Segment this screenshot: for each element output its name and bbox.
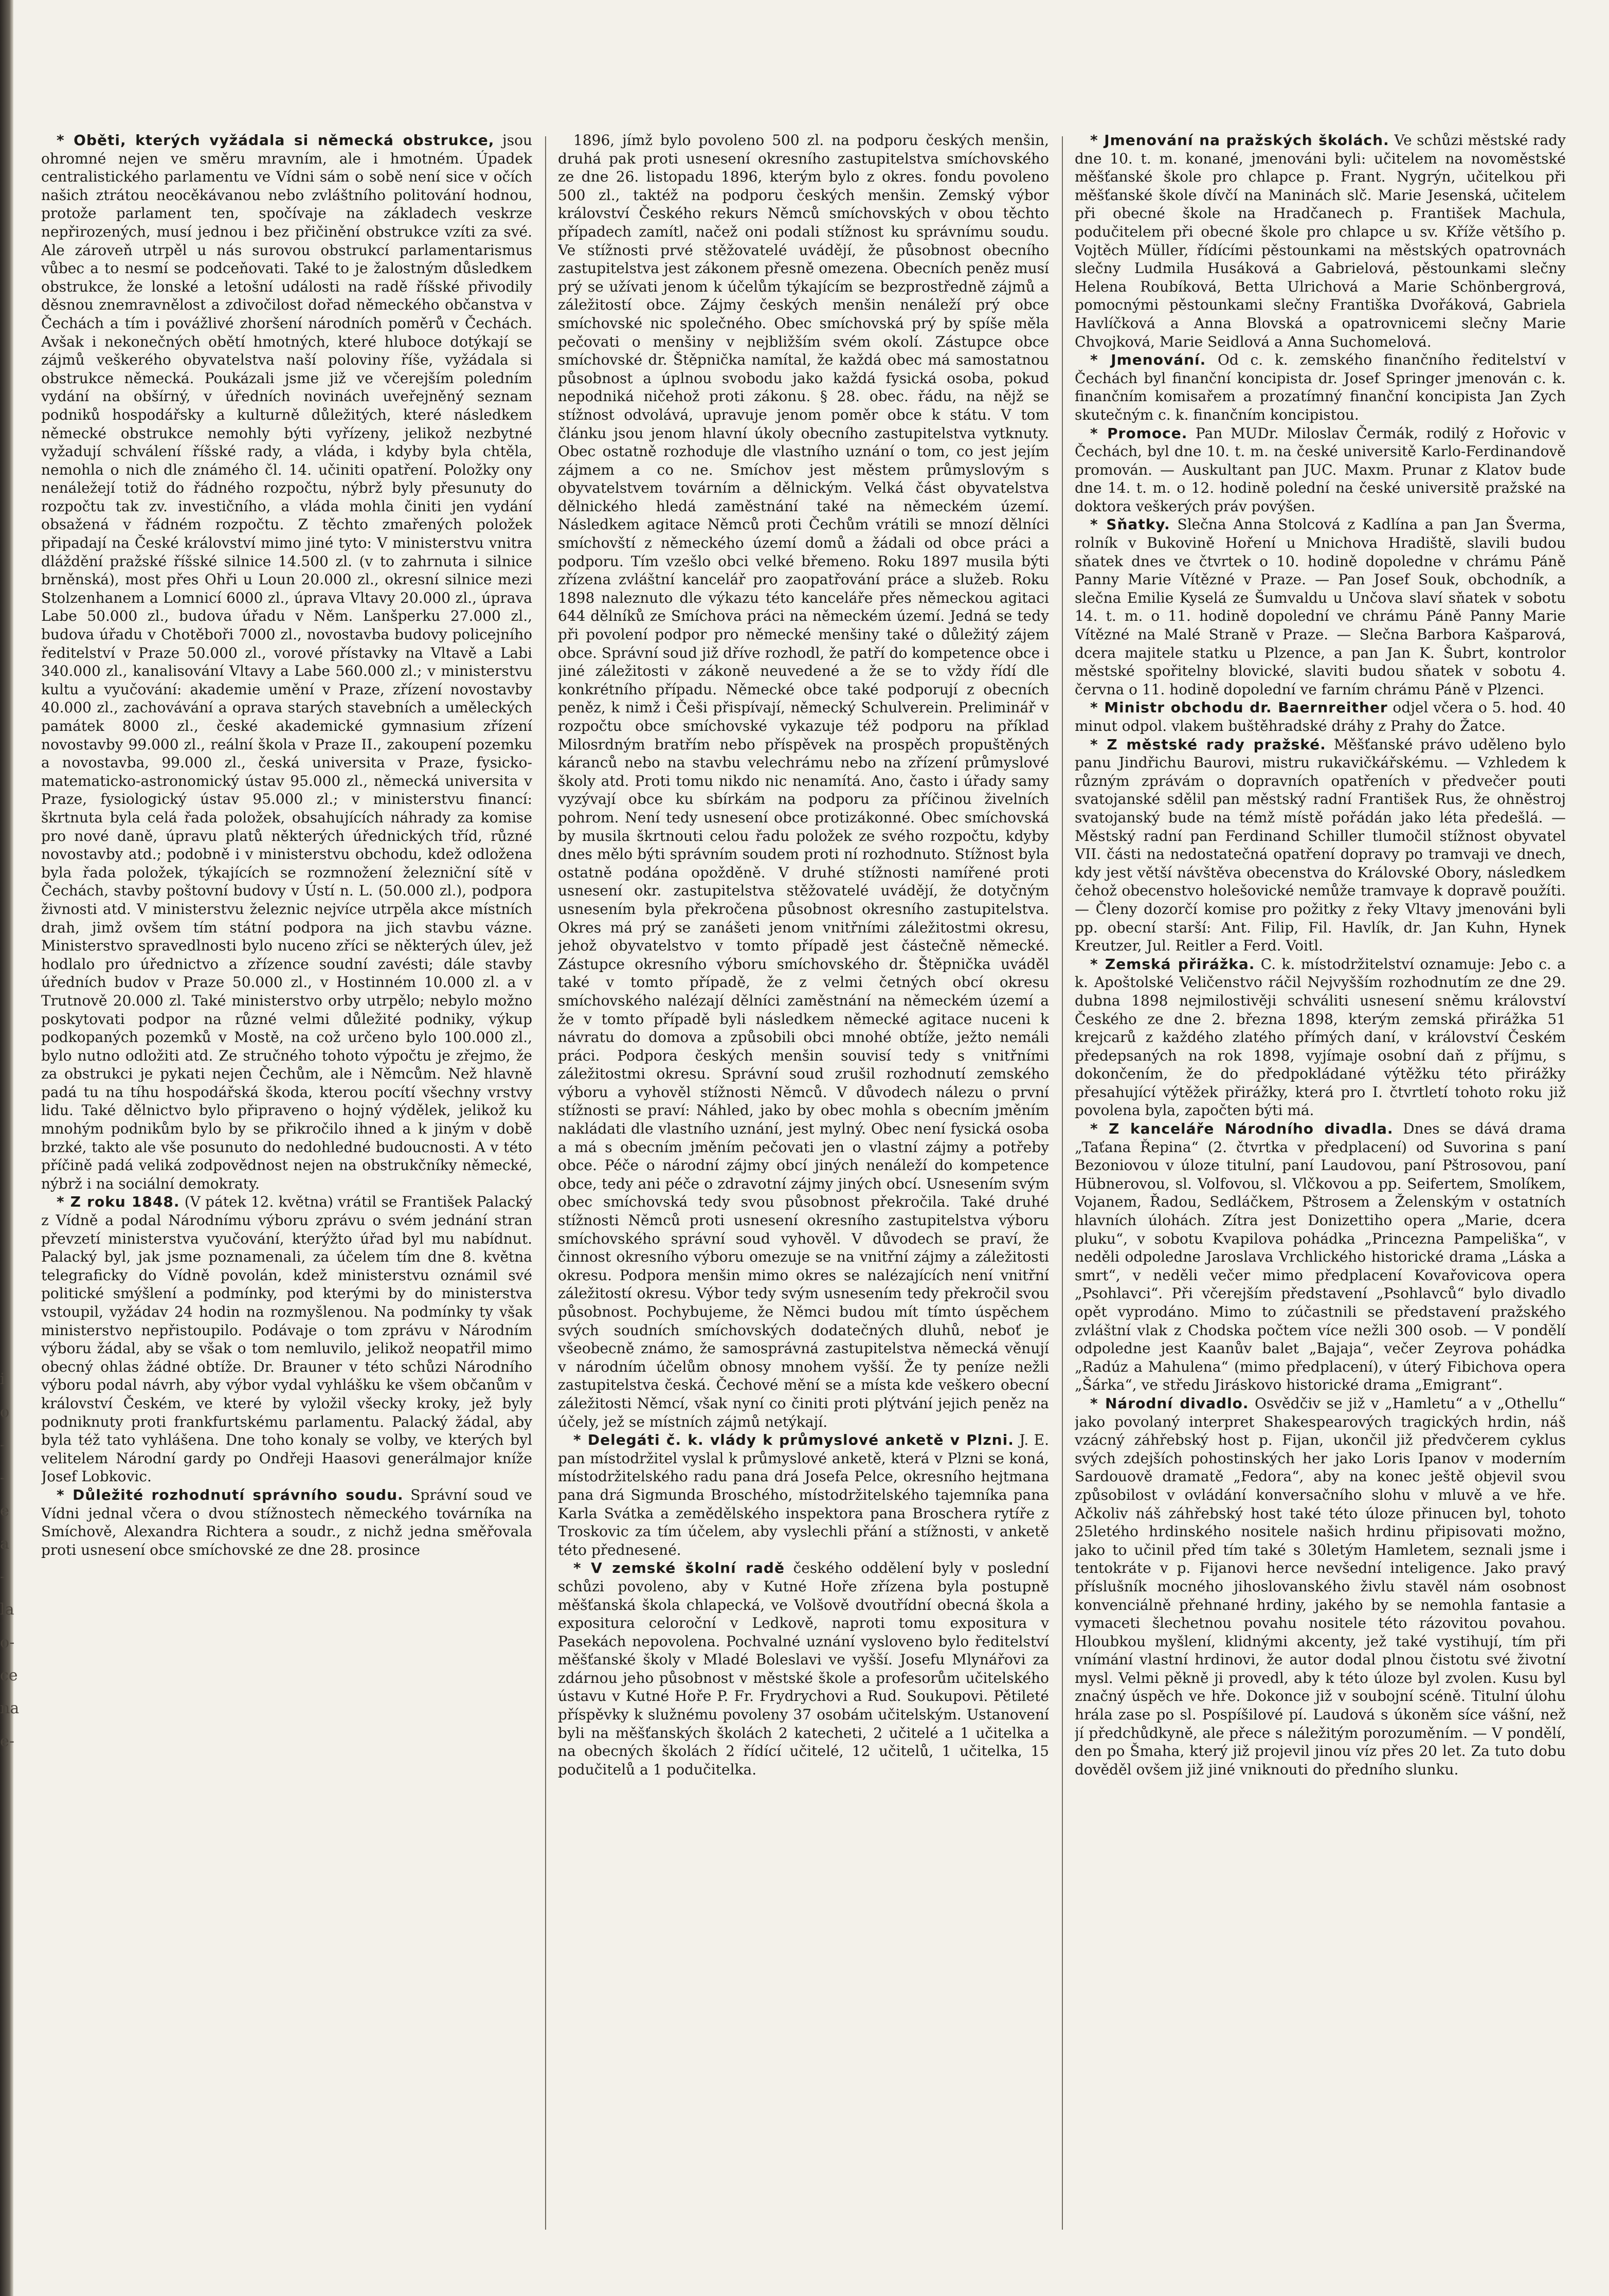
article-heading: * Z roku 1848. [57,1193,180,1211]
article-paragraph [1075,736,1566,955]
margin-fragment: o [0,1403,10,1421]
article-paragraph [41,131,532,1193]
margin-fragment: e [0,1502,9,1520]
column-2 [558,131,1049,2240]
article-body: C. k. místodržitelství oznamuje: Jebo c. a k. Apoštolské Veličenstvo ráčil Nejvyšším rozhodnutím ze dne 29. dubna 1898 nejmilostivěji schváliti usnesení sněmu království Českého ze dne 2. března 1898, kterým zemská přirážka 51 krejcarů z každého zlatého přímých daní, v království Českém předepsaných na rok 1898, vyjímaje osobní daň z příjmu, s dokončením, že do předpokládané výtěžku této přirážky přesahující výtěžek přirážky, která pro I. čtvrtletí tohoto roku již povolena byla, započten býti má. [1075,955,1566,1119]
article-body: Od c. k. zemského finančního ředitelství v Čechách byl finanční koncipista dr. Josef Springer jmenován c. k. finančním komisařem a prozatímný finanční koncipista Jan Zych skutečným c. k. finančním koncipistou. [1075,351,1566,423]
article-heading: * Delegáti č. k. vlády k průmyslové anketě v Plzni. [573,1431,1014,1449]
article-heading: * Jmenování na pražských školách. [1090,132,1389,149]
article-body: J. E. pan místodržitel vyslal k průmyslové anketě, která v Plzni se koná, místodržitelského radu pana drá Josefa Pelce, okresního hejtmana pana drá Sigmunda Broschého, místodržitelského tajemníka pana Karla Svátka a zemědělského inspektora pana Broschera rytíře z Troskovic za tím účelem, aby vyslechli přání a stížnosti, v anketě této přednesené. [558,1431,1049,1558]
article-heading: * Důležité rozhodnutí správního soudu. [57,1486,404,1503]
article-heading: * Zemská přirážka. [1090,955,1255,973]
article-paragraph [1075,351,1566,424]
article-heading: * Z městské rady pražské. [1090,736,1326,753]
article-body: Správní soud ve Vídni jednal včera o dvou stížnostech německého továrníka na Smíchově, Alexandra Richtera a soudr., z nichž jedna směřovala proti usnesení obce smíchovské ze dne 28. prosince [41,1486,532,1558]
margin-fragment: - [0,1568,6,1586]
margin-fragment: a [0,1535,9,1553]
margin-fragment: la [0,1601,14,1619]
margin-fragment: na [0,1699,20,1717]
column-rule [1062,136,1063,2230]
article-heading: * Ministr obchodu dr. Baernreither [1090,699,1388,716]
margin-fragment: - [0,1469,6,1487]
article-body: Pan MUDr. Miloslav Čermák, rodilý z Hořovic v Čechách, byl dne 10. t. m. na české universitě Karlo-Ferdinandově promován. — Auskultant pan JUC. Maxm. Prunar z Klatov bude dne 14. t. m. o 12. hodině polední na české universitě pražské na doktora veškerých práv povýšen. [1075,424,1566,515]
article-body: jsou ohromné nejen ve směru mravním, ale i hmotném. Úpadek centralistického parlamentu ve Vídni sám o sobě není sice v očích našich ztrátou neocěkávanou nebo zvláštního politování hodnou, protože parlament ten, spočívaje na základech veskrze nepřirozených, musí jednou i bez přičinění obstrukce vzíti za své. Ale zároveň utrpěl u nás surovou obstrukcí parlamentarismus vůbec a to nesmí se podceňovati. Také to je žalostným důsledkem obstrukce, že lonské a letošní události na radě říšské přivodily děsnou znemravnělost a zdivočilost dořad německého občanstva v Čechách a tím i povážlivé zhoršení národních poměrů v Čechách. Avšak i nekonečných obětí hmotných, které hluboce dotýkají se zájmů veškerého obyvatelstva naší poloviny říše, vyžádala si obstrukce německá. Poukázali jsme již ve včerejším poledním vydání na obšírný, v úředních novinách uveřejněný seznam podniků hospodářsky a kulturně důležitých, které následkem německé obstrukce nemohly býti vyřízeny, jelikož nezbytné vyžadují schválení říšské rady, a vláda, i kdyby byla chtěla, nemohla o nich dle známého čl. 14. učiniti opatření. Položky ony nenáležejí totiž do řádného rozpočtu, nýbrž byly přesunuty do rozpočtu tak zv. investičního, a vláda mohla činiti jen vydání obsažená v řádném rozpočtu. Z těchto zmařených položek připadají na České království mimo jiné tyto: V ministerstvu vnitra dláždění pražské říšské silnice 14.500 zl. (v to zahrnuta i silnice brněnská), most přes Ohři u Loun 20.000 zl., okresní silnice mezi Stolzenhanem a Lomnicí 6000 zl., úprava Vltavy 20.000 zl., úprava Labe 50.000 zl., budova úřadu v Něm. Lanšperku 27.000 zl., budova úřadu v Chotěboři 7000 zl., novostavba budovy policejního ředitelství v Praze 50.000 zl., vorové přístavky na Vltavě a Labi 340.000 zl., kanalisování Vltavy a Labe 560.000 zl.; v ministerstvu kultu a vyučování: akademie umění v Praze, zřízení novostavby 40.000 zl., zachovávání a oprava starých stavebních a uměleckých památek 8000 zl., české akademické gymnasium zřízení novostavby 99.000 zl., reální škola v Praze II., zakoupení pozemku a novostavba, 99.000 zl., česká universita v Praze, fysicko-matematicko-astronomický ústav 95.000 zl., německá universita v Praze, fysiologický ústav 95.000 zl.; v ministerstvu financí: škrtnuta byla celá řada položek, obsahujících náhrady za komise pro nové daně, úpravu platů některých úřednických tříd, různé novostavby atd.; podobně i v ministerstvu obchodu, kdež odložena byla řada položek, týkajících se rozmnožení železniční sítě v Čechách, stavby poštovní budovy v Ústí n. L. (50.000 zl.), podpora živnosti atd. V ministerstvu železnic nejvíce utrpěla akce místních drah, jimž ovšem tím státní podpora na jich stavbu vázne. Ministerstvo spravedlnosti bylo nuceno zříci se některých úlev, jež hodlalo pro úřednictvo a zřízence soudní zavésti; dále stavby úředních budov v Praze 50.000 zl., v Hostinném 10.000 zl. a v Trutnově 20.000 zl. Také ministerstvo orby utrpělo; nebylo možno poskytovati podpor na různé velmi důležité podniky, výkup podkopaných pozemků v Mostě, na což určeno bylo 100.000 zl., bylo nutno odložiti atd. Ze stručného tohoto výpočtu je zřejmo, že za obstrukci je pykati nejen Čechům, ale i Němcům. Než hlavně padá tu na tíhu hospodářská škoda, kterou pocítí všechny vrstvy lidu. Také dělnictvo bylo připraveno o hojný výdělek, jelikož ku mnohým podnikům bylo by se přikročilo ihned a k jiným v době brzké, takto ale vše posunuto do nedohledné budoucnosti. A v této příčině padá veliká zodpovědnost nejen na obstrukčníky německé, nýbrž i na sociální demokraty. [41,132,532,1192]
column-1 [41,131,532,2240]
article-heading: * Národní divadlo. [1090,1394,1249,1412]
article-body: Měšťanské právo uděleno bylo panu Jindřichu Baurovi, mistru rukavičkářskému. — Vzhledem k různým zprávám o dopravních opatřeních v předvečer pouti svatojanské sdělil pan městský radní František Rus, že ohněstroj svatojanský bude na témž místě pořádán jako léta předešlá. — Městský radní pan Ferdinand Schiller tlumočil stížnost obyvatel VII. části na nedostatečná opatření dopravy po tramvaji ve dnech, kdy jest větší návštěva obecenstva do Královské Obory, následkem čehož obecenstvo holešovické nemůže tramvaye k dopravě použíti. — Členy dozorčí komise pro požitky z řeky Vltavy jmenováni byli pp. obecní starší: Ant. Filip, Fil. Havlík, dr. Jan Kuhn, Hynek Kreutzer, Jul. Reitler a Ferd. Voitl. [1075,736,1566,955]
article-body: Slečna Anna Stolcová z Kadlína a pan Jan Šverma, rolník v Bukovině Hoření u Mnichova Hradiště, slavili budou sňatek dnes ve čtvrtek o 10. hodině dopoledne v chrámu Páně Panny Marie Vítězné v Praze. — Pan Josef Souk, obchodník, a slečna Emilie Kyselá ze Šumvaldu u Unčova slaví sňatek v sobotu 14. t. m. o 11. hodině dopolední ve chrámu Páně Panny Marie Vítězné na Malé Straně v Praze. — Slečna Barbora Kašparová, dcera majitele statku u Plzence, a pan Jan K. Šubrt, kontrolor městské spořitelny blovické, slaviti budou sňatek v sobotu 4. června o 11. hodině dopolední ve farním chrámu Páně v Plzenci. [1075,516,1566,698]
article-heading: * Sňatky. [1090,516,1170,533]
article-paragraph [1075,955,1566,1120]
article-body: (V pátek 12. května) vrátil se František Palacký z Vídně a podal Národnímu výboru zprávu o svém jednání stran převzetí ministerstva vyučování, kterýžto úřad byl mu nabídnut. Palacký byl, jak jsme poznamenali, za účelem tím dne 8. května telegraficky do Vídně povolán, kdež ministerstvu oznámil své politické smýšlení a podmínky, pod kterými by do ministerstva vstoupil, vyžádav 24 hodin na rozmyšlenou. Na podmínky ty však ministerstvo nepřistoupilo. Podávaje o tom zprávu v Národním výboru žádal, aby se však o tom nemluvilo, jelikož neopatřil mimo obecný ohlas žádné obtíže. Dr. Brauner v této schůzi Národního výboru podal návrh, aby výbor vydal vyhlášku ke všem občanům v království Českém, ve které by vyložil všecky kroky, jež byly podniknuty proti frankfurtskému parlamentu. Palacký žádal, aby byla též tato vyhlášena. Dne toho konaly se volby, ve kterých byl velitelem Národní gardy po Ondřeji Haasovi generálmajor kníže Josef Lobkovic. [41,1193,532,1485]
article-body: Dnes se dává drama „Taťana Řepina“ (2. čtvrtka v předplacení) od Suvorina s paní Bezoniovou v úloze titulní, paní Laudovou, paní Pštrosovou, paní Hübnerovou, sl. Volfovou, sl. Vlčkovou a pp. Seifertem, Smolíkem, Vojanem, Řadou, Sedláčkem, Pštrosem a Želenským v ostatních hlavních úlohách. Zítra jest Donizettiho opera „Marie, dcera pluku“, v sobotu Kvapilova pohádka „Princezna Pampeliška“, v neděli odpoledne Jaroslava Vrchlického historické drama „Láska a smrt“, v neděli večer mimo předplacení Kovařovicova opera „Psohlavci“. Při včerejším představení „Psohlavců“ bylo divadlo opět vyprodáno. Mimo to zúčastnili se představení pražského zvláštní vlak z Chodska počtem více nežli 300 osob. — V pondělí odpoledne jest Kaanův balet „Bajaja“, večer Zeyrova pohádka „Radúz a Mahulena“ (mimo předplacení), v úterý Fibichova opera „Šárka“, ve středu Jiráskovo historické drama „Emigrant“. [1075,1120,1566,1394]
article-heading: * V zemské školní radě [573,1559,785,1577]
article-paragraph [1075,424,1566,516]
article-paragraph [1075,1120,1566,1394]
article-paragraph [558,1431,1049,1559]
article-body: 1896, jímž bylo povoleno 500 zl. na podporu českých menšin, druhá pak proti usnesení okresního zastupitelstva smíchovského ze dne 26. listopadu 1896, kterým bylo z okres. fondu povoleno 500 zl., taktéž na podporu českých menšin. Zemský výbor království Českého rekurs Němců smíchovských v obou těchto případech zamítl, načež oni podali stížnost ku správnímu soudu. Ve stížnosti prvé stěžovatelé uvádějí, že působnost obecního zastupitelstva jest zákonem přesně omezena. Obecních peněz musí prý se užívati jenom k účelům týkajícím se bezprostředně zájmů a záležitostí obce. Zájmy českých menšin nenáleží prý obce smíchovské nic společného. Obec smíchovská prý by spíše měla pečovati o menšiny v nejbližším svém okolí. Zástupce obce smíchovské dr. Štěpnička namítal, že každá obec má samostatnou působnost a úplnou svobodu jako každá fysická osoba, pokud nepodniká ničehož proti zákonu. § 28. obec. řádu, na nějž se stížnost odvolává, upravuje jenom poměr obce k státu. V tom článku jsou jenom hlavní úkoly obecního zastupitelstva vytknuty. Obec ostatně rozhoduje dle vlastního uznání o tom, co jest jejím zájmem a co ne. Smíchov jest městem průmyslovým s obyvatelstvem továrním a dělnickým. Velká část obyvatelstva dělnického hledá zaměstnání také na německém území. Následkem agitace Němců proti Čechům vrátili se mnozí dělníci smíchovští z německého území domů a žádali od obce práci a podporu. Tím vzešlo obci velké břemeno. Roku 1897 musila býti zřízena zvláštní kancelář pro zaopatřování práce a služeb. Roku 1898 naleznuto dle výkazu této kanceláře přes německou agitaci 644 dělníků ze Smíchova práci na německém území. Jedná se tedy při povolení podpor pro německé menšiny také o důležitý zájem obce. Správní soud již dříve rozhodl, že patří do kompetence obce i jiné záležitosti v zákoně neuvedené a že se to vždy řídí dle konkrétního případu. Německé obce také podporují z obecních peněz, k nimž i Češi přispívají, německý Schulverein. Preliminář v rozpočtu obce smíchovské vykazuje též podporu na příklad Milosrdným bratřím nebo příspěvek na prospěch propuštěných káranců nebo na stavbu velechrámu nebo na zřízení průmyslové školy atd. Proti tomu nikdo nic nenamítá. Ano, často i úřady samy vyzývají obce ku sbírkám na podporu za příčinou živelních pohrom. Není tedy usnesení obce protizákonné. Obec smíchovská by musila škrtnouti celou řadu položek ze svého rozpočtu, kdyby dnes mělo býti správním soudem proti ní rozhodnuto. Stížnost byla ostatně podána opožděně. V druhé stížnosti namířené proti usnesení okr. zastupitelstva stěžovatelé uvádějí, že dotyčným usnesením byla překročena působnost okresního zastupitelstva. Okres má prý se zanášeti jenom vnitřními záležitostmi okresu, jehož obyvatelstvo v tomto případě jest částečně německé. Zástupce okresního výboru smíchovského dr. Štěpnička uváděl také v tomto případě, že z velmi četných obcí okresu smíchovského nalézají dělníci zaměstnání na německém území a že v tomto případě byli následkem německé agitace nuceni k návratu do domova a způsobili obci mnohé obtíže, ježto nemáli práci. Podpora českých menšin souvisí tedy s vnitřními záležitostmi okresu. Správní soud zrušil rozhodnutí zemského výboru a vyhověl stížnosti Němců. V důvodech nálezu o první stížnosti se praví: Náhled, jako by obec mohla s obecním jměním nakládati dle vlastního uznání, jest mylný. Obec není fysická osoba a má s obecním jměním pečovati jen o vlastní zájmy a potřeby obce. Péče o národní zájmy obcí jiných nenáleží do kompetence obce, tedy ani péče o zdravotní zájmy jiných obcí. Usnesením svým obec smíchovská tedy svou působnost překročila. Také druhé stížnosti Němců proti usnesení okresního zastupitelstva výboru smíchovského správní soud vyhověl. V důvodech se praví, že činnost okresního výboru omezuje se na vnitřní zájmy a záležitosti okresu. Podpora menšin mimo okres se nalézajících není vnitřní záležitostí okresu. Výbor tedy svým usnesením tedy překročil svou působnost. Pochybujeme, že Němci budou mít tímto úspěchem svých soudních smíchovských dodatečných dluhů, neboť je všeobecně známo, že samosprávná zastupitelstva německá věnují v národním účelům obnosy mnohem vyšší. Že ty peníze nežli zastupitelstva česká. Čechové mění se a místa kde veškero obecní záležitosti Němcí, však nyní co činiti proti plýtvání jejich peněz na účely, jež se místních zájmů netýkají. [558,132,1049,1430]
margin-fragment: - [0,1436,6,1454]
book-spine-shadow [0,0,13,2296]
article-paragraph [41,1486,532,1559]
column-rule [545,136,546,2230]
article-body: Osvědčiv se již v „Hamletu“ a v „Othellu“ jako povolaný interpret Shakespearových tragických hrdin, náš vzácný záhřebský host p. Fijan, ukončil již předvčerem cyklus svých zdejších pohostinských her jako Loris Ipanov v moderním Sardouově dramatě „Fedora“, aby na konec ještě objevil svou způsobilost v ovládání konversačního slohu v mluvě a ve hře. Ačkoliv náš záhřebský host také této úloze přinucen byl, tohoto 25letého hrdinského nositele našich hrdinu připisovati možno, jako to učinil před tím také s 30letým Hamletem, seznali jsme i tentokráte v p. Fijanovi herce nevšední inteligence. Jako pravý příslušník mocného jihoslovanského živlu stavěl nám osobnost konvenciálně přehnané hrdiny, jakého by se nemohla fantasie a vymaceti šlechetnou povahu nositele této rázovitou povahou. Hloubkou myšlení, klidnými akcenty, jež také vystihují, tím při vnímání vlastní hrdinovi, že autor dodal plnou čistotu své životní mysl. Velmi pěkně ji provedl, aby k této úloze byl zvolen. Kusu byl značný úspěch ve hře. Dokonce již v soubojní scéně. Titulní úlohu hrála zase po sl. Pospíšilové pí. Laudová s úkoněm síce vášní, než jí předchůdkyně, ale přece s náležitým porozuměním. — V pondělí, den po Šmaha, který již projevil jinou víz přes 20 let. Za tuto dobu dověděl ovšem již jiné vniknouti do předního slunku. [1075,1394,1566,1778]
article-paragraph [558,1559,1049,1779]
newspaper-page [41,131,1566,2240]
article-body: českého oddělení byly v poslední schůzi povoleno, aby v Kutné Hoře zřízena byla postupně měšťanská škola chlapecká, ve Volšově dvoutřídní obecná škola a expositura celoroční v Ledkově, naproti tomu expositura v Pasekách nepovolena. Pochvalné uznání vysloveno bylo ředitelství měšťanské školy v Mladé Boleslavi ve vyšší. Josefu Mlynářovi za zdárnou jeho působnost v městské škole a profesorům učitelského ústavu v Kutné Hoře P. Fr. Frydrychovi a Rud. Soukupovi. Pětileté příspěvky k služnému povoleny 37 osobám učitelským. Ustanovení byli na měšťanských školách 2 katecheti, 2 učitelé a 1 učitelka a na obecných školách 2 řídící učitelé, 12 učitelů, 1 učitelka, 15 podučitelů a 1 podučitelka. [558,1559,1049,1778]
margin-fragment: e- [0,1732,14,1750]
article-heading: * Jmenování. [1090,351,1206,369]
article-paragraph [1075,515,1566,698]
article-paragraph [1075,698,1566,735]
margin-fragment: o- [0,1634,15,1652]
article-body: Ve schůzi městské rady dne 10. t. m. konané, jmenováni byli: učitelem na novoměstské měšťanské škole pro chlapce p. Frant. Nygrýn, učitelkou při měšťanské škole dívčí na Maninách slč. Marie Jesenská, učitelem při obecné škole na Hradčanech p. František Machula, podučitelem při obecné škole pro chlapce u sv. Kříže většího p. Vojtěch Müller, řídícími pěstounkami na městských opatrovnách slečny Ludmila Husáková a Gabrielová, pěstounkami slečny Helena Roubíková, Betta Ulrichová a Marie Schönbergrová, pomocnými pěstounkami slečny Františka Dvořáková, Gabriela Havlíčková a Anna Blovská a opatrovnicemi slečny Marie Chvojková, Marie Seidlová a Anna Suchomelová. [1075,132,1566,350]
margin-fragment: i [0,1370,5,1388]
left-margin-fragments [0,1363,20,1758]
column-3 [1075,131,1566,2240]
margin-fragment: ce [0,1666,18,1684]
article-paragraph [1075,1394,1566,1779]
article-heading: * Z kanceláře Národního divadla. [1090,1120,1394,1138]
article-paragraph [1075,131,1566,351]
article-heading: * Oběti, kterých vyžádala si německá obstrukce, [57,132,495,149]
article-body: odjel včera o 5. hod. 40 minut odpol. vlakem buštěhradské dráhy z Prahy do Žatce. [1075,699,1566,734]
article-heading: * Promoce. [1090,424,1188,442]
article-paragraph [558,131,1049,1431]
article-paragraph [41,1193,532,1486]
